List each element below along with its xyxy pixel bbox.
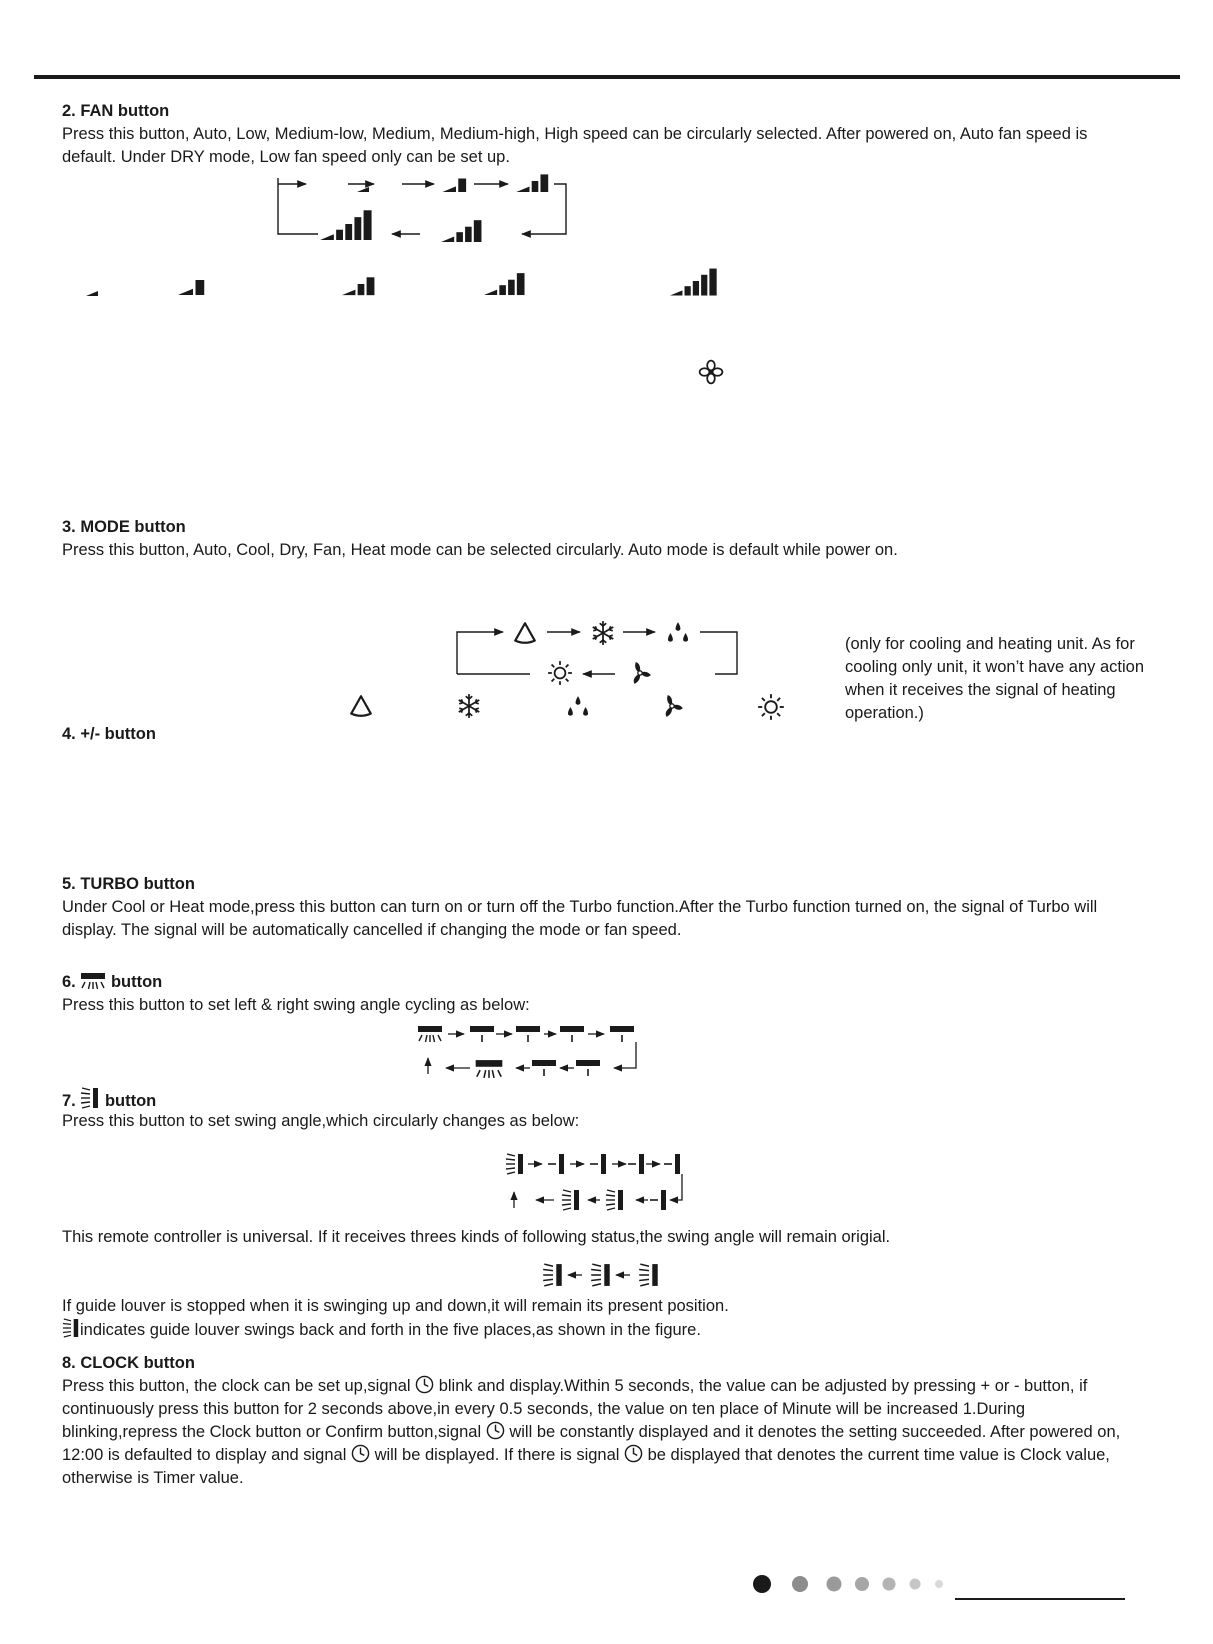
ud-swing-cycle-diagram	[500, 1150, 690, 1214]
fan-speed-low-icon	[357, 187, 369, 192]
clock-text-4: will be displayed. If there is signal	[374, 1446, 620, 1464]
up-down-swing-icon	[80, 1087, 100, 1109]
universal-text: This remote controller is universal. If it receives threes kinds of following status,the swing angle will remain origial.	[62, 1228, 891, 1246]
fan-speed-medium-low-icon	[443, 179, 467, 193]
sun-icon	[757, 693, 785, 721]
clock-icon	[624, 1444, 643, 1463]
fan-speed-cycle-diagram	[270, 172, 580, 248]
clock-text-5: be displayed that denotes the current time value is Clock value, otherwise is Timer value.	[62, 1446, 1110, 1487]
water-drops-icon	[565, 693, 591, 721]
clock-section-title: 8. CLOCK button	[62, 1354, 195, 1372]
clock-text-1: Press this button, the clock can be set up,signal	[62, 1377, 411, 1395]
heating-note: (only for cooling and heating unit. As for cooling only unit, it won’t have any action when it receives the signal of heating operation.)	[845, 635, 1145, 722]
page-dots	[752, 1572, 952, 1596]
auto-mode-icon	[515, 623, 535, 643]
clock-text-3: will be constantly displayed and it denotes the setting succeeded. After powered on, 12:00 is defaulted to display and signal	[62, 1423, 1121, 1464]
fan-speed-high-icon	[670, 266, 726, 296]
turbo-section-text: Under Cool or Heat mode,press this button can turn on or turn off the Turbo function.After the Turbo function turned on, the signal of Turbo will display. The signal will be automatically cancelled if changing the mode or fan speed.	[62, 898, 1098, 939]
snowflake-icon	[456, 693, 482, 719]
lr-swing-section-text: Press this button to set left & right swing angle cycling as below:	[62, 996, 530, 1014]
ud-swing-section-title	[62, 1087, 156, 1112]
fan-speed-medium-icon	[516, 174, 548, 192]
lr-swing-section-title	[62, 971, 162, 993]
snowflake-icon	[593, 621, 614, 645]
fan-icon	[698, 359, 724, 385]
up-down-swing-icon	[62, 1318, 80, 1338]
indicates-line	[62, 1318, 1142, 1342]
indicates-text: indicates guide louver swings back and forth in the five places,as shown in the figure.	[80, 1321, 701, 1339]
fan-speed-low-icon	[81, 282, 103, 296]
lr-swing-cycle-diagram	[410, 1024, 650, 1080]
fan-mode-icon	[659, 693, 685, 719]
clock-text-2: blink and display.Within 5 seconds, the value can be adjusted by pressing + or - button, if continuously press this button for 2 seconds above,in every 0.5 seconds, the value on ten place of Minute will be increased 1.During blinking,repress the Clock button or Confirm button,signal	[62, 1377, 1088, 1441]
remain-status-diagram	[538, 1260, 668, 1290]
lr-swing-title-suffix: button	[110, 973, 163, 991]
fan-speed-medium-low-icon	[178, 275, 208, 295]
clock-icon	[486, 1421, 505, 1440]
fan-speed-high-icon	[320, 210, 371, 240]
auto-mode-icon	[348, 693, 374, 719]
ud-swing-section-text: Press this button to set swing angle,which circularly changes as below:	[62, 1112, 580, 1130]
fan-speed-medium-high-icon	[441, 220, 481, 242]
top-rule	[34, 75, 1180, 79]
fan-section-title: 2. FAN button	[62, 102, 170, 120]
lr-swing-title-prefix: 6.	[62, 973, 76, 991]
clock-icon	[415, 1375, 434, 1394]
ud-swing-title-suffix: button	[104, 1092, 157, 1110]
ud-swing-title-prefix: 7.	[62, 1092, 76, 1110]
sun-icon	[548, 661, 572, 685]
stopped-text: If guide louver is stopped when it is swinging up and down,it will remain its present position.	[62, 1297, 729, 1315]
clock-icon	[351, 1444, 370, 1463]
mode-section-text: Press this button, Auto, Cool, Dry, Fan, Heat mode can be selected circularly. Auto mode is default while power on.	[62, 541, 898, 559]
mode-cycle-diagram	[455, 612, 740, 688]
water-drops-icon	[668, 622, 688, 642]
fan-speed-medium-high-icon	[484, 270, 530, 296]
left-right-swing-icon	[80, 972, 106, 990]
footer-rule	[955, 1598, 1125, 1600]
turbo-section-title: 5. TURBO button	[62, 875, 195, 893]
fan-section-text: Press this button, Auto, Low, Medium-low, Medium, Medium-high, High speed can be circularly selected. After powered on, Auto fan speed is default. Under DRY mode, Low fan speed only can be set up.	[62, 125, 1088, 166]
mode-section-title: 3. MODE button	[62, 518, 186, 536]
clock-section-text	[62, 1375, 1142, 1490]
fan-speed-medium-icon	[342, 272, 380, 296]
fan-mode-icon	[629, 662, 651, 684]
plus-minus-section-title: 4. +/- button	[62, 725, 156, 743]
